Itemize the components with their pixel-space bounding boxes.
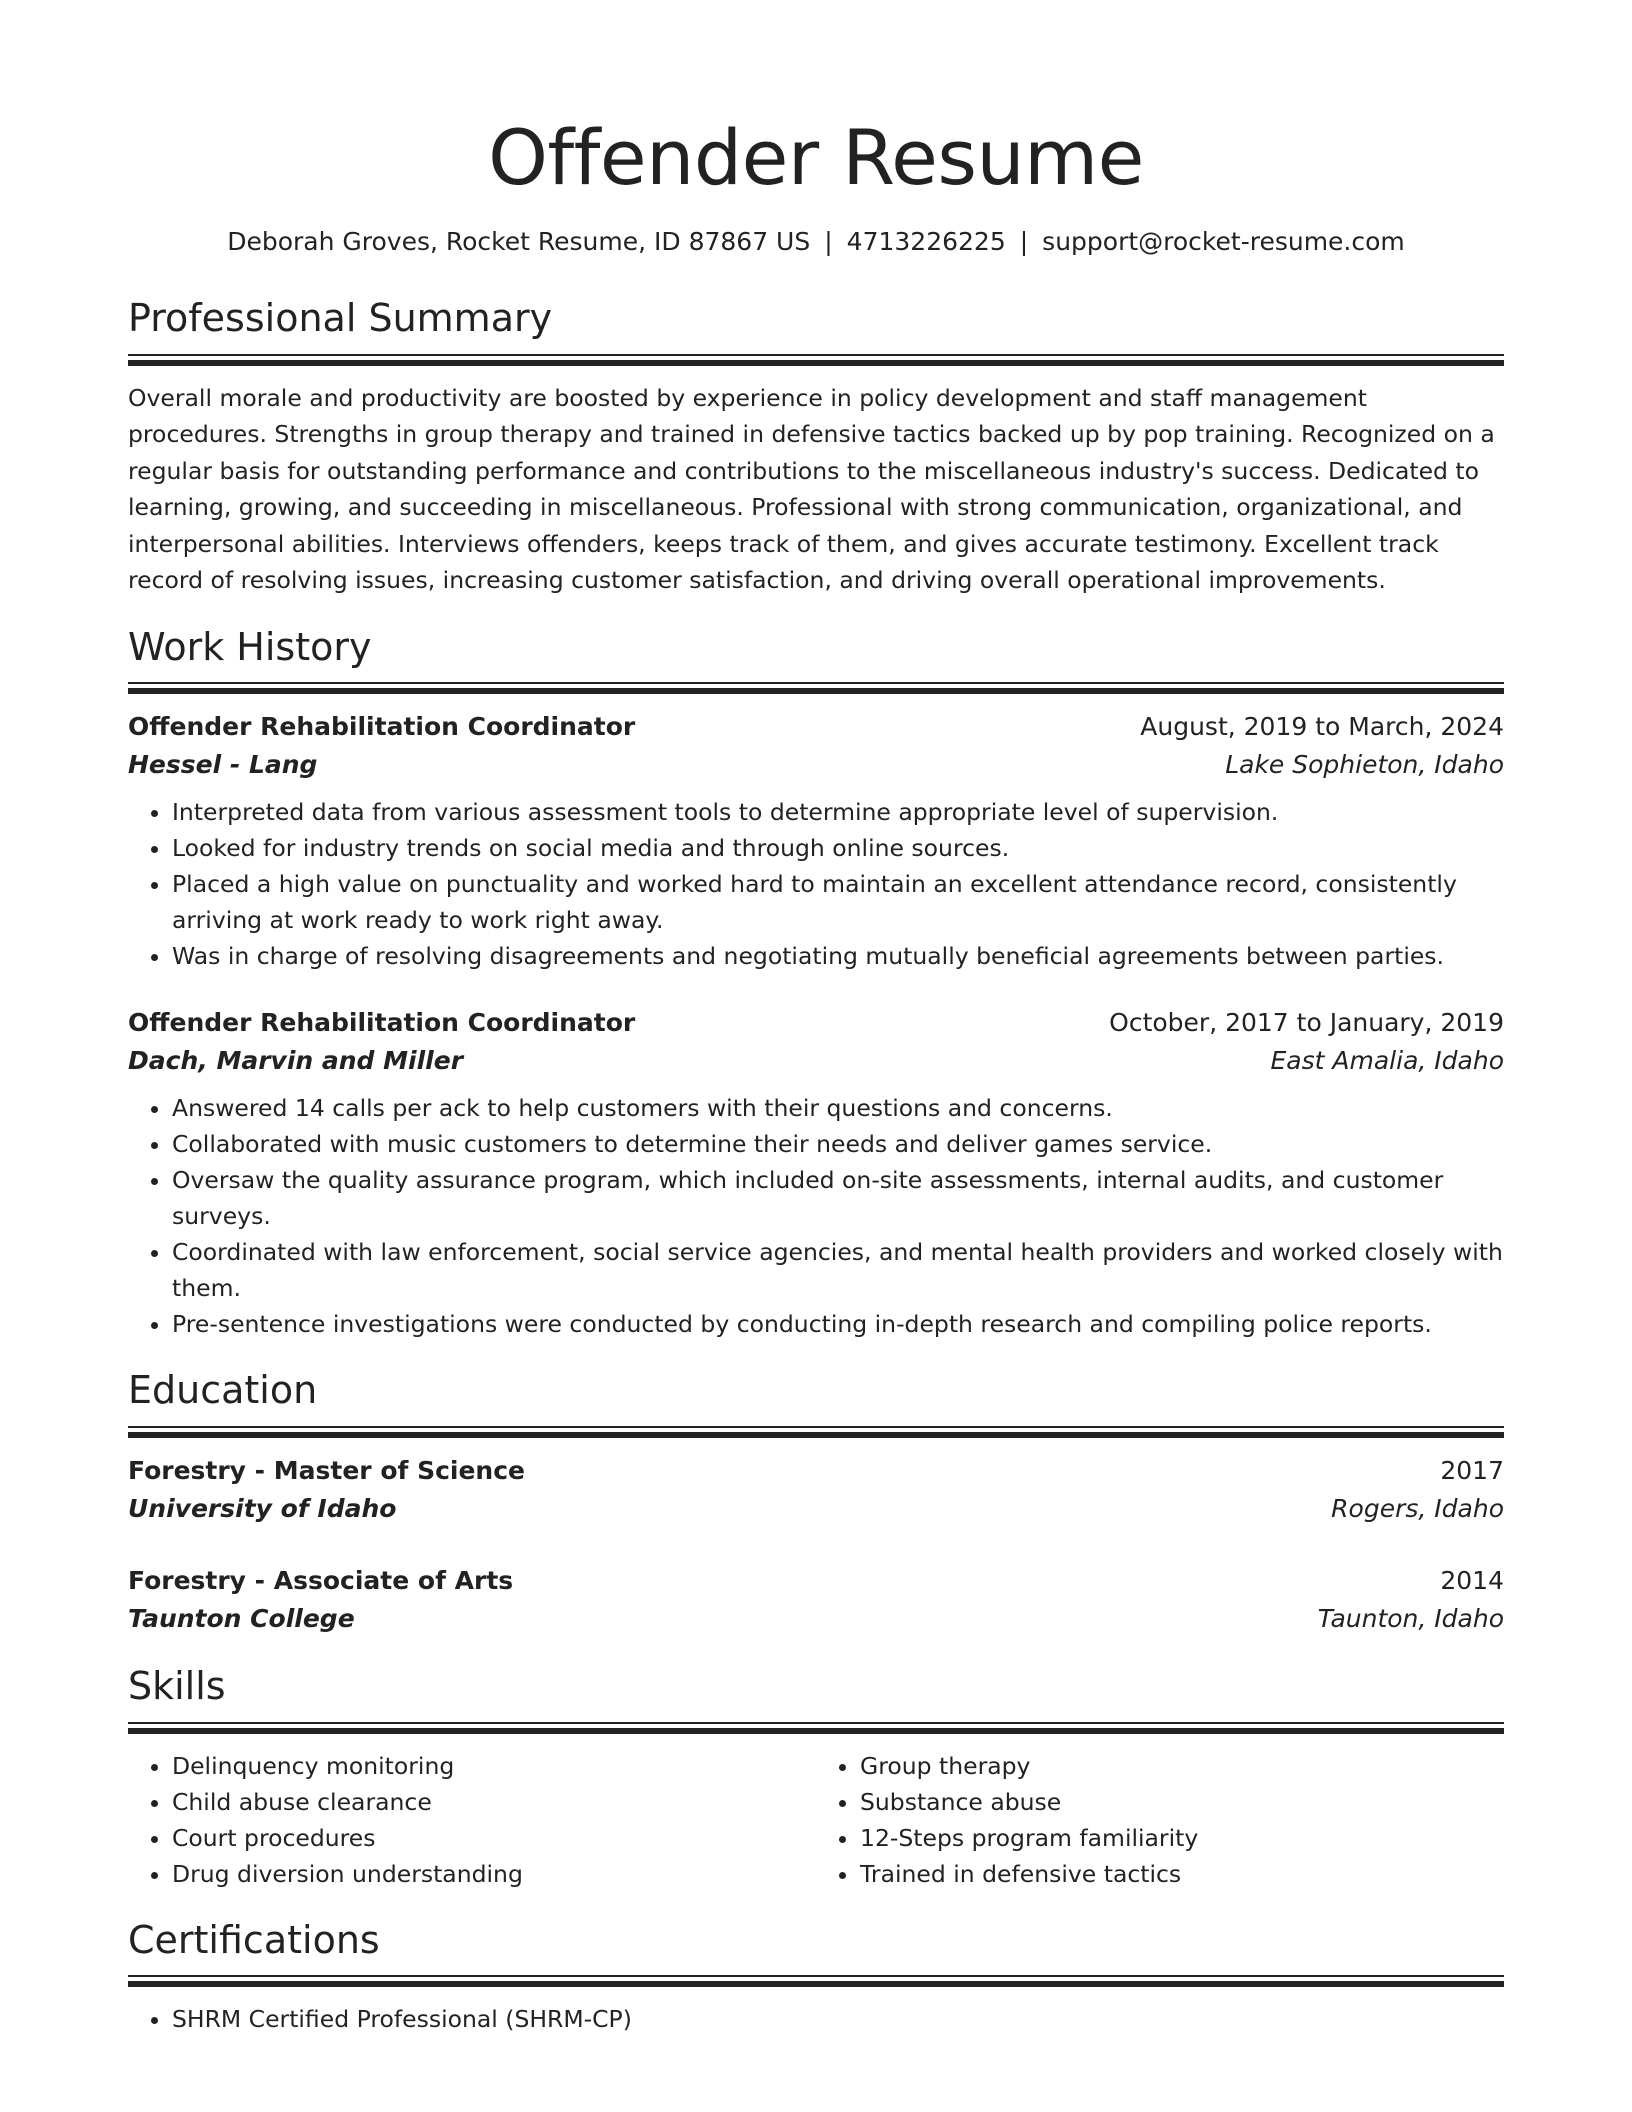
skills-section bbox=[128, 1664, 1504, 1892]
skill-item: • Child abuse clearance bbox=[172, 1784, 816, 1820]
skills-grid bbox=[128, 1748, 1504, 1892]
summary-section bbox=[128, 296, 1504, 599]
job-bullet: • Placed a high value on punctuality and worked hard to maintain an excellent attendance record, consistently arriving at work ready to work right away. bbox=[172, 866, 1504, 938]
job-location: Lake Sophieton, Idaho bbox=[1225, 750, 1504, 780]
job-dates: August, 2019 to March, 2024 bbox=[1140, 712, 1504, 742]
certification-item: • SHRM Certified Professional (SHRM-CP) bbox=[172, 2001, 1504, 2037]
job-company: Hessel - Lang bbox=[128, 750, 318, 780]
contact-address: Deborah Groves, Rocket Resume, ID 87867 US bbox=[227, 226, 811, 256]
summary-text: Overall morale and productivity are boosted by experience in policy development and staff management procedures. Strengths in group therapy and trained in defensive tactics backed up by pop training. Recognized on a regular basis for outstanding performance and contributions to the miscellaneous industry's success. Dedicated to learning, growing, and succeeding in miscellaneous. Professional with strong communication, organizational, and interpersonal abilities. Interviews offenders, keeps track of them, and gives accurate testimony. Excellent track record of resolving issues, increasing customer satisfaction, and driving overall operational improvements. bbox=[128, 383, 1495, 595]
certifications-list bbox=[128, 2001, 1504, 2037]
job-bullet: • Answered 14 calls per ack to help customers with their questions and concerns. bbox=[172, 1090, 1504, 1126]
contact-line bbox=[128, 226, 1504, 259]
skills-list-left bbox=[128, 1748, 816, 1892]
section-divider bbox=[128, 1975, 1504, 1987]
skill-item: • Court procedures bbox=[172, 1820, 816, 1856]
certifications-section bbox=[128, 1918, 1504, 2038]
skill-item: • Delinquency monitoring bbox=[172, 1748, 816, 1784]
section-divider bbox=[128, 1426, 1504, 1438]
job-bullet: • Was in charge of resolving disagreements and negotiating mutually beneficial agreements between parties. bbox=[172, 938, 1504, 974]
skill-item: • Trained in defensive tactics bbox=[860, 1856, 1504, 1892]
education-school: Taunton College bbox=[128, 1604, 355, 1634]
job-dates: October, 2017 to January, 2019 bbox=[1109, 1008, 1504, 1038]
education-entry bbox=[128, 1562, 1504, 1638]
work-history-section bbox=[128, 625, 1504, 1343]
education-degree: Forestry - Master of Science bbox=[128, 1456, 526, 1486]
section-heading-skills: Skills bbox=[128, 1664, 226, 1709]
job-bullet: • Looked for industry trends on social media and through online sources. bbox=[172, 830, 1504, 866]
section-divider bbox=[128, 354, 1504, 366]
education-location: Taunton, Idaho bbox=[1317, 1604, 1504, 1634]
education-school: University of Idaho bbox=[128, 1494, 397, 1524]
section-heading-certifications: Certifications bbox=[128, 1917, 380, 1962]
job-bullets bbox=[128, 1090, 1504, 1342]
skill-item: • Substance abuse bbox=[860, 1784, 1504, 1820]
job-company: Dach, Marvin and Miller bbox=[128, 1046, 464, 1076]
section-divider bbox=[128, 1722, 1504, 1734]
job-bullet: • Collaborated with music customers to determine their needs and deliver games service. bbox=[172, 1126, 1504, 1162]
section-divider bbox=[128, 682, 1504, 694]
job-title: Offender Rehabilitation Coordinator bbox=[128, 712, 636, 742]
job-title: Offender Rehabilitation Coordinator bbox=[128, 1008, 636, 1038]
contact-separator: | bbox=[1019, 226, 1029, 256]
education-degree: Forestry - Associate of Arts bbox=[128, 1566, 514, 1596]
section-heading-education: Education bbox=[128, 1368, 318, 1413]
skill-item: • 12-Steps program familiarity bbox=[860, 1820, 1504, 1856]
job-bullet: • Coordinated with law enforcement, social service agencies, and mental health providers and worked closely with them. bbox=[172, 1234, 1504, 1306]
job-location: East Amalia, Idaho bbox=[1270, 1046, 1504, 1076]
job-bullet: • Pre-sentence investigations were conducted by conducting in-depth research and compiling police reports. bbox=[172, 1306, 1504, 1342]
section-heading-summary: Professional Summary bbox=[128, 296, 553, 341]
resume-page bbox=[128, 113, 1504, 2037]
education-year: 2017 bbox=[1440, 1456, 1504, 1486]
job-entry bbox=[128, 708, 1504, 974]
contact-separator: | bbox=[824, 226, 833, 256]
education-location: Rogers, Idaho bbox=[1331, 1494, 1504, 1524]
contact-phone: 4713226225 bbox=[846, 226, 1006, 256]
resume-title: Offender Resume bbox=[488, 113, 1144, 202]
skill-item: • Drug diversion understanding bbox=[172, 1856, 816, 1892]
education-entry bbox=[128, 1452, 1504, 1528]
job-bullet: • Interpreted data from various assessment tools to determine appropriate level of supervision. bbox=[172, 794, 1504, 830]
job-bullet: • Oversaw the quality assurance program, which included on-site assessments, internal audits, and customer surveys. bbox=[172, 1162, 1504, 1234]
skill-item: • Group therapy bbox=[860, 1748, 1504, 1784]
section-heading-work-history: Work History bbox=[128, 624, 372, 669]
education-section bbox=[128, 1368, 1504, 1638]
job-bullets bbox=[128, 794, 1504, 974]
skills-list-right bbox=[816, 1748, 1504, 1892]
education-year: 2014 bbox=[1440, 1566, 1504, 1596]
contact-email[interactable]: support@rocket-resume.com bbox=[1042, 226, 1405, 256]
job-entry bbox=[128, 1004, 1504, 1342]
